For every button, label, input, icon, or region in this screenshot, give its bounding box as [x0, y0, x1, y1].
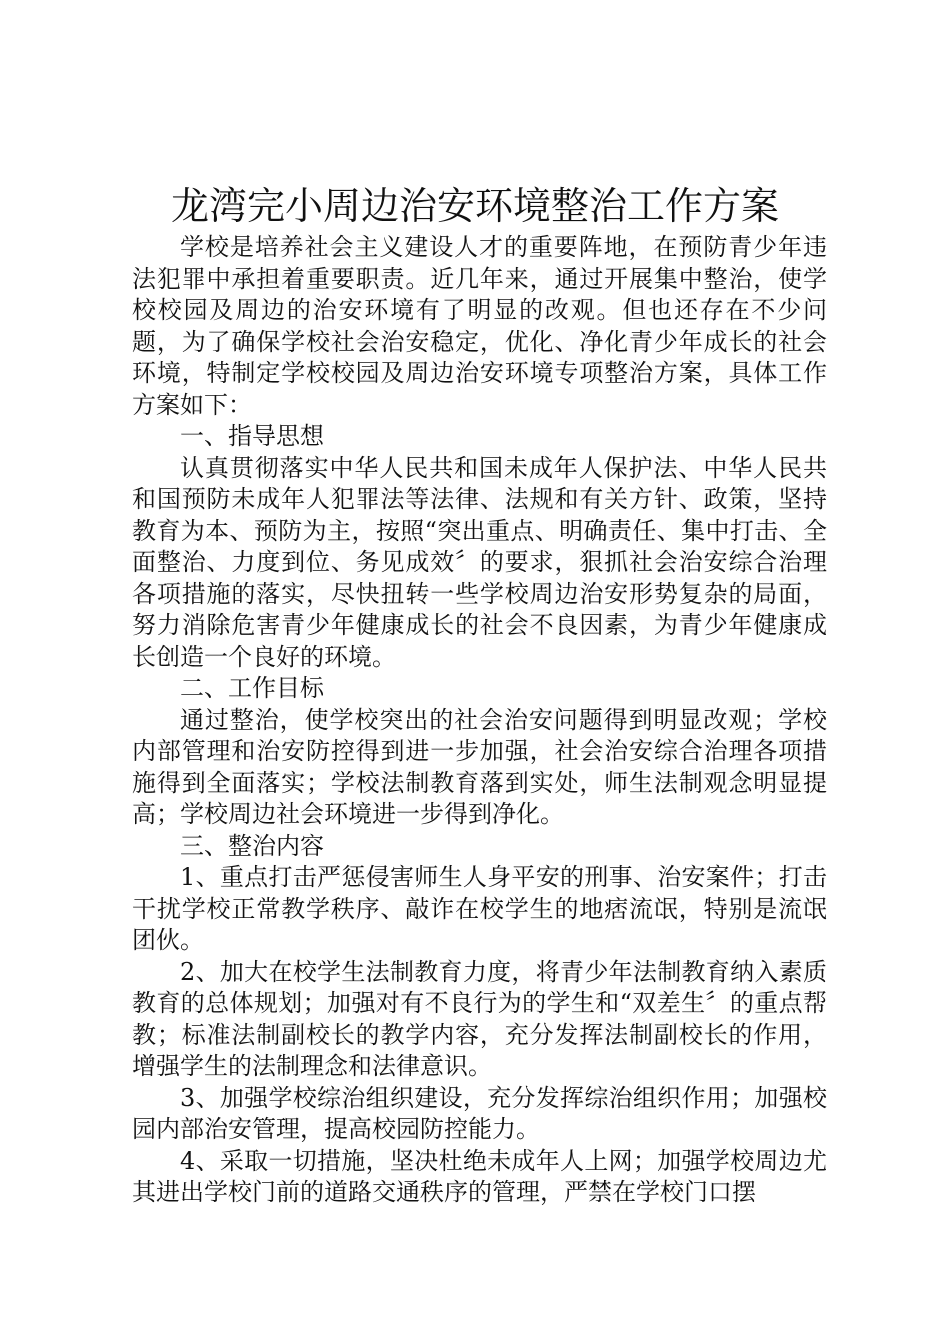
content-item-3: 3、加强学校综治组织建设，充分发挥综治组织作用；加强校园内部治安管理，提高校园防控能力。: [132, 1083, 827, 1143]
content-item-4: 4、采取一切措施，坚决杜绝未成年人上网；加强学校周边尤其进出学校门前的道路交通秩序的管理，严禁在学校门口摆: [132, 1146, 827, 1206]
section-heading-work-goals: 二、工作目标: [180, 674, 324, 702]
section-heading-guiding-ideology: 一、指导思想: [180, 422, 324, 450]
content-item-2: 2、加大在校学生法制教育力度，将青少年法制教育纳入素质教育的总体规划；加强对有不良行为的学生和“双差生〞的重点帮教；标准法制副校长的教学内容，充分发挥法制副校长的作用，增强学生的法制理念和法律意识。: [132, 957, 827, 1080]
document-title: 龙湾完小周边治安环境整治工作方案: [170, 184, 779, 228]
content-item-1: 1、重点打击严惩侵害师生人身平安的刑事、治安案件；打击干扰学校正常教学秩序、敲诈在校学生的地痞流氓，特别是流氓团伙。: [132, 863, 827, 954]
guiding-ideology-paragraph: 认真贯彻落实中华人民共和国未成年人保护法、中华人民共和国预防未成年人犯罪法等法律、法规和有关方针、政策，坚持教育为本、预防为主，按照“突出重点、明确责任、集中打击、全面整治、力度到位、务见成效〞的要求，狠抓社会治安综合治理各项措施的落实，尽快扭转一些学校周边治安形势复杂的局面，努力消除危害青少年健康成长的社会不良因素，为青少年健康成长创造一个良好的环境。: [132, 453, 827, 671]
work-goals-paragraph: 通过整治，使学校突出的社会治安问题得到明显改观；学校内部管理和治安防控得到进一步加强，社会治安综合治理各项措施得到全面落实；学校法制教育落到实处，师生法制观念明显提高；学校周边社会环境进一步得到净化。: [132, 705, 827, 828]
document-body: [132, 232, 827, 1209]
intro-paragraph: 学校是培养社会主义建设人才的重要阵地，在预防青少年违法犯罪中承担着重要职责。近几年来，通过开展集中整治，使学校校园及周边的治安环境有了明显的改观。但也还存在不少问题，为了确保学校社会治安稳定，优化、净化青少年成长的社会环境，特制定学校校园及周边治安环境专项整治方案，具体工作方案如下：: [132, 233, 827, 419]
section-heading-rectification-content: 三、整治内容: [180, 831, 324, 860]
